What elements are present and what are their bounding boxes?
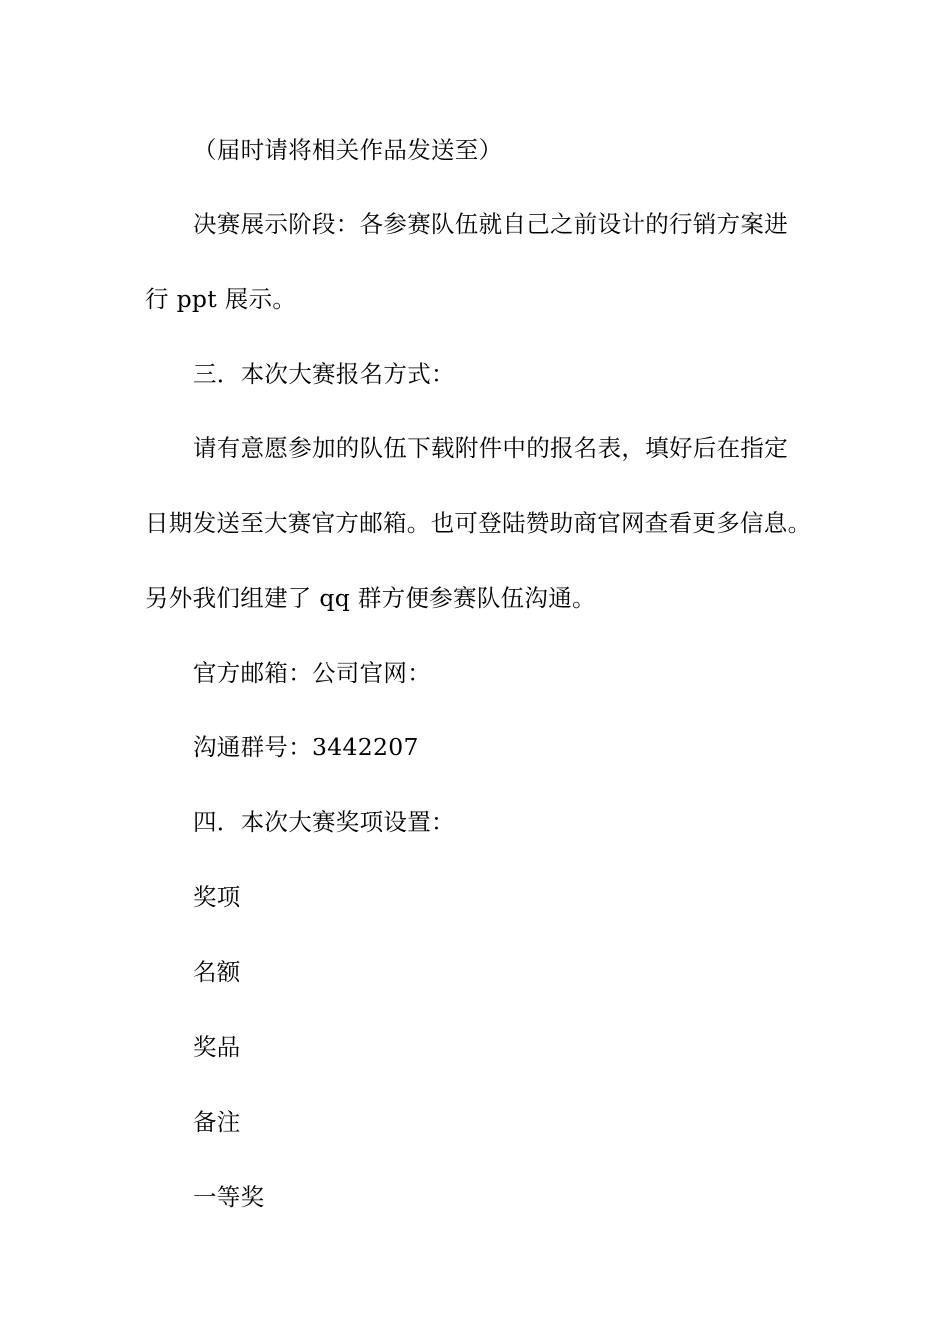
table-header-quota: 名额 — [193, 958, 241, 986]
paragraph-registration-cont-1: 日期发送至大赛官方邮箱。也可登陆赞助商官网查看更多信息。 — [145, 509, 812, 537]
paragraph-submission-note: （届时请将相关作品发送至） — [193, 136, 503, 164]
table-header-prize: 奖品 — [193, 1033, 241, 1061]
paragraph-registration: 请有意愿参加的队伍下载附件中的报名表，填好后在指定 — [193, 434, 788, 462]
table-header-remark: 备注 — [193, 1108, 241, 1136]
table-cell-first-prize: 一等奖 — [193, 1183, 265, 1211]
section-heading-registration: 三．本次大赛报名方式： — [193, 360, 455, 388]
paragraph-final-stage: 决赛展示阶段：各参赛队伍就自己之前设计的行销方案进 — [193, 210, 788, 238]
table-header-award: 奖项 — [193, 883, 241, 911]
official-contacts: 官方邮箱：公司官网： — [193, 659, 431, 687]
group-number: 沟通群号：3442207 — [193, 733, 419, 761]
paragraph-final-stage-cont: 行 ppt 展示。 — [145, 285, 297, 313]
paragraph-registration-cont-2: 另外我们组建了 qq 群方便参赛队伍沟通。 — [145, 584, 596, 612]
section-heading-awards: 四．本次大赛奖项设置： — [193, 808, 455, 836]
